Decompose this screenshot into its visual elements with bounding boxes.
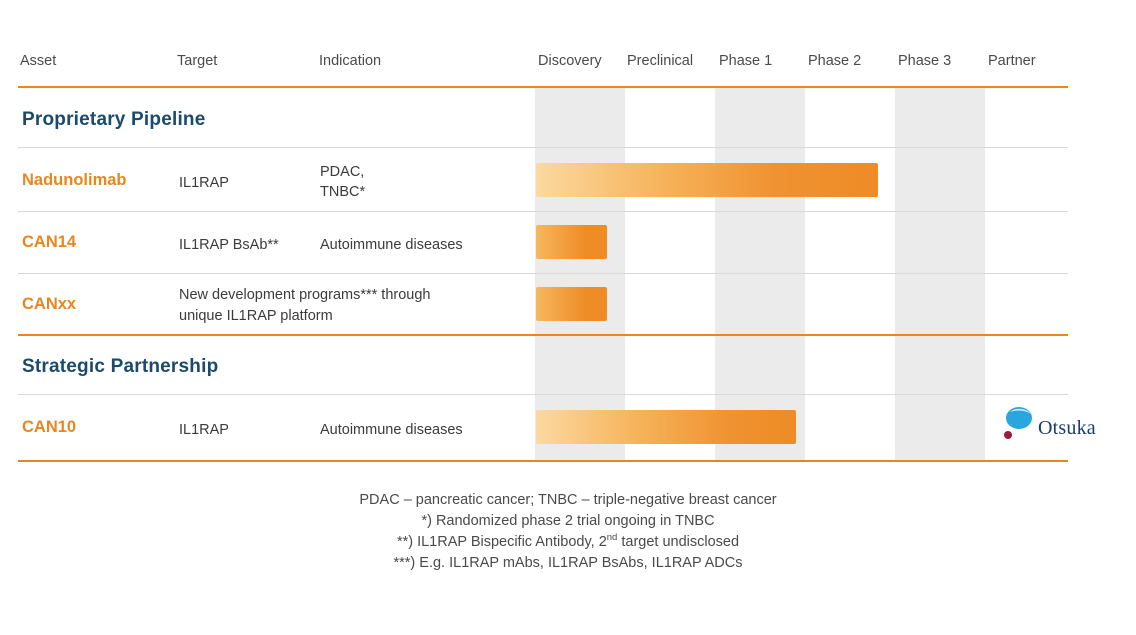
column-header-indication: Indication	[319, 53, 382, 69]
target-can14: IL1RAP BsAb**	[179, 237, 279, 253]
row-divider-4	[18, 394, 1068, 395]
footnote-line-1: PDAC – pancreatic cancer; TNBC – triple-negative breast cancer	[359, 492, 777, 508]
asset-name-nadunolimab: Nadunolimab	[22, 171, 127, 189]
asset-name-canxx: CANxx	[22, 295, 77, 313]
column-header-phase2: Phase 2	[808, 53, 862, 69]
progress-bar-can14	[536, 225, 607, 259]
column-header-preclinical: Preclinical	[627, 53, 694, 69]
footnote-line-3	[0, 531, 1136, 552]
target-can10: IL1RAP	[179, 422, 229, 438]
asset-name-can10: CAN10	[22, 418, 77, 436]
column-header-asset: Asset	[20, 53, 57, 69]
partner-logo-otsuka	[1000, 403, 1110, 451]
target-canxx-line2: unique IL1RAP platform	[179, 308, 333, 324]
footnote-line-3-b: target undisclosed	[617, 533, 740, 550]
table-bottom-divider	[18, 460, 1068, 462]
progress-bar-nadunolimab	[536, 163, 878, 197]
indication-nadunolimab-line1: PDAC,	[320, 164, 365, 180]
column-header-partner: Partner	[988, 53, 1036, 69]
footnote-line-2: *) Randomized phase 2 trial ongoing in TNBC	[421, 512, 715, 529]
footnote-line-3-a: **) IL1RAP Bispecific Antibody, 2	[396, 533, 607, 550]
header-divider	[18, 86, 1068, 88]
column-header-target: Target	[177, 53, 218, 69]
indication-can14: Autoimmune diseases	[320, 237, 463, 253]
otsuka-mark-icon	[1000, 403, 1040, 451]
column-header-discovery: Discovery	[538, 53, 602, 69]
indication-nadunolimab-line2: TNBC*	[320, 184, 366, 200]
row-divider-3	[18, 273, 1068, 274]
partner-logo-text: Otsuka	[1038, 417, 1096, 439]
target-nadunolimab: IL1RAP	[179, 175, 229, 191]
column-header-phase1: Phase 1	[719, 53, 773, 69]
progress-bar-can10	[536, 410, 796, 444]
asset-name-can14: CAN14	[22, 233, 77, 251]
section-title-proprietary: Proprietary Pipeline	[22, 109, 206, 130]
footnote-line-3-sup: nd	[606, 532, 618, 544]
target-canxx-line1: New development programs*** through	[179, 287, 431, 303]
progress-bar-canxx	[536, 287, 607, 321]
row-divider-2	[18, 211, 1068, 212]
section-title-strategic: Strategic Partnership	[22, 356, 219, 377]
row-divider-1	[18, 147, 1068, 148]
footnotes	[0, 490, 1136, 573]
footnote-line-4: ***) E.g. IL1RAP mAbs, IL1RAP BsAbs, IL1RAP ADCs	[393, 554, 743, 571]
indication-can10: Autoimmune diseases	[320, 422, 463, 438]
section-divider-strategic	[18, 334, 1068, 336]
column-header-phase3: Phase 3	[898, 53, 952, 69]
